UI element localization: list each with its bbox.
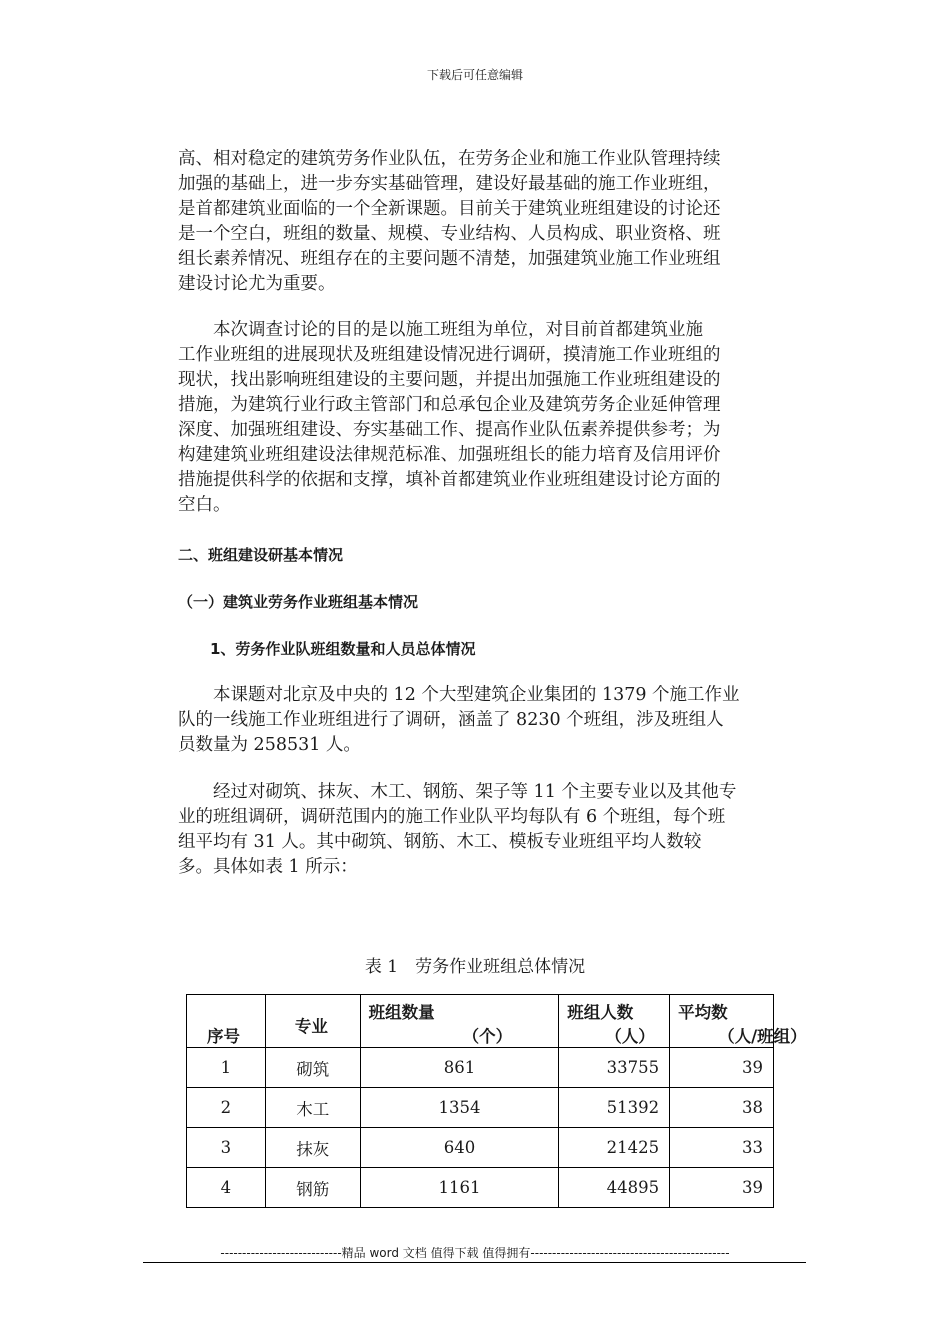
footer-divider — [143, 1262, 806, 1263]
page-header: 下载后可任意编辑 — [426, 68, 523, 82]
cell-seq: 2 — [187, 1088, 266, 1128]
table-row — [187, 1128, 774, 1168]
subsection-heading: （一）建筑业劳务作业班组基本情况 — [178, 593, 419, 611]
cell-average: 33 — [670, 1128, 774, 1168]
text-line: 多。具体如表 1 所示： — [178, 857, 358, 877]
table-row — [187, 1168, 774, 1208]
cell-groups: 640 — [360, 1128, 559, 1168]
text-line: 构建建筑业班组建设法律规范标准、加强班组长的能力培育及信用评价 — [178, 445, 721, 465]
cell-groups: 861 — [360, 1048, 559, 1088]
paragraph-4 — [178, 780, 778, 880]
text-line: 业的班组调研，调研范围内的施工作业队平均每队有 6 个班组，每个班 — [178, 807, 726, 827]
text-line: 空白。 — [178, 495, 231, 515]
text-line: 深度、加强班组建设、夯实基础工作、提高作业队伍素养提供参考；为 — [178, 420, 721, 440]
header-seq: 序号 — [187, 995, 266, 1048]
table-row — [187, 1088, 774, 1128]
text-line: 本次调查讨论的目的是以施工班组为单位，对目前首都建筑业施 — [178, 320, 703, 340]
cell-groups: 1161 — [360, 1168, 559, 1208]
cell-major: 抹灰 — [265, 1128, 360, 1168]
text-line: 经过对砌筑、抹灰、木工、钢筋、架子等 11 个主要专业以及其他专 — [178, 782, 737, 802]
table-header-row — [187, 995, 774, 1048]
text-line: 加强的基础上，进一步夯实基础管理，建设好最基础的施工作业班组， — [178, 174, 721, 194]
header-groups: 班组数量 （个） — [360, 995, 559, 1048]
paragraph-1 — [178, 147, 778, 297]
text-line: 建设讨论尤为重要。 — [178, 274, 336, 294]
header-average: 平均数 （人/班组） — [670, 995, 774, 1048]
table-caption: 表 1 劳务作业班组总体情况 — [364, 957, 586, 977]
cell-major: 木工 — [265, 1088, 360, 1128]
text-line: 措施提供科学的依据和支撑，填补首都建筑业作业班组建设讨论方面的 — [178, 470, 721, 490]
text-line: 本课题对北京及中央的 12 个大型建筑企业集团的 1379 个施工作业 — [178, 685, 740, 705]
header-major: 专业 — [265, 995, 360, 1048]
team-summary-table — [186, 994, 807, 1208]
cell-people: 51392 — [559, 1088, 670, 1128]
text-line: 现状，找出影响班组建设的主要问题，并提出加强施工作业班组建设的 — [178, 370, 721, 390]
text-line: 组平均有 31 人。其中砌筑、钢筋、木工、模板专业班组平均人数较 — [178, 832, 702, 852]
cell-people: 33755 — [559, 1048, 670, 1088]
text-line: 高、相对稳定的建筑劳务作业队伍，在劳务企业和施工作业队管理持续 — [178, 149, 721, 169]
cell-seq: 1 — [187, 1048, 266, 1088]
paragraph-2 — [178, 318, 778, 518]
page-footer: ----------------------------精品 word 文档 值得下载 值得拥有---------------------------------------------- — [220, 1246, 730, 1260]
paragraph-3 — [178, 683, 778, 758]
cell-major: 钢筋 — [265, 1168, 360, 1208]
cell-seq: 3 — [187, 1128, 266, 1168]
text-line: 是首都建筑业面临的一个全新课题。目前关于建筑业班组建设的讨论还 — [178, 199, 721, 219]
cell-average: 39 — [670, 1168, 774, 1208]
cell-average: 38 — [670, 1088, 774, 1128]
cell-average: 39 — [670, 1048, 774, 1088]
table-row — [187, 1048, 774, 1088]
cell-groups: 1354 — [360, 1088, 559, 1128]
sub-subsection-heading: 1、劳务作业队班组数量和人员总体情况 — [210, 640, 476, 658]
text-line: 措施，为建筑行业行政主管部门和总承包企业及建筑劳务企业延伸管理 — [178, 395, 721, 415]
section-heading: 二、班组建设研基本情况 — [178, 546, 344, 564]
header-people: 班组人数 （人） — [559, 995, 670, 1048]
cell-major: 砌筑 — [265, 1048, 360, 1088]
cell-seq: 4 — [187, 1168, 266, 1208]
cell-people: 44895 — [559, 1168, 670, 1208]
text-line: 工作业班组的进展现状及班组建设情况进行调研，摸清施工作业班组的 — [178, 345, 721, 365]
text-line: 组长素养情况、班组存在的主要问题不清楚，加强建筑业施工作业班组 — [178, 249, 721, 269]
cell-people: 21425 — [559, 1128, 670, 1168]
text-line: 员数量为 258531 人。 — [178, 735, 361, 755]
text-line: 是一个空白，班组的数量、规模、专业结构、人员构成、职业资格、班 — [178, 224, 721, 244]
text-line: 队的一线施工作业班组进行了调研，涵盖了 8230 个班组，涉及班组人 — [178, 710, 724, 730]
